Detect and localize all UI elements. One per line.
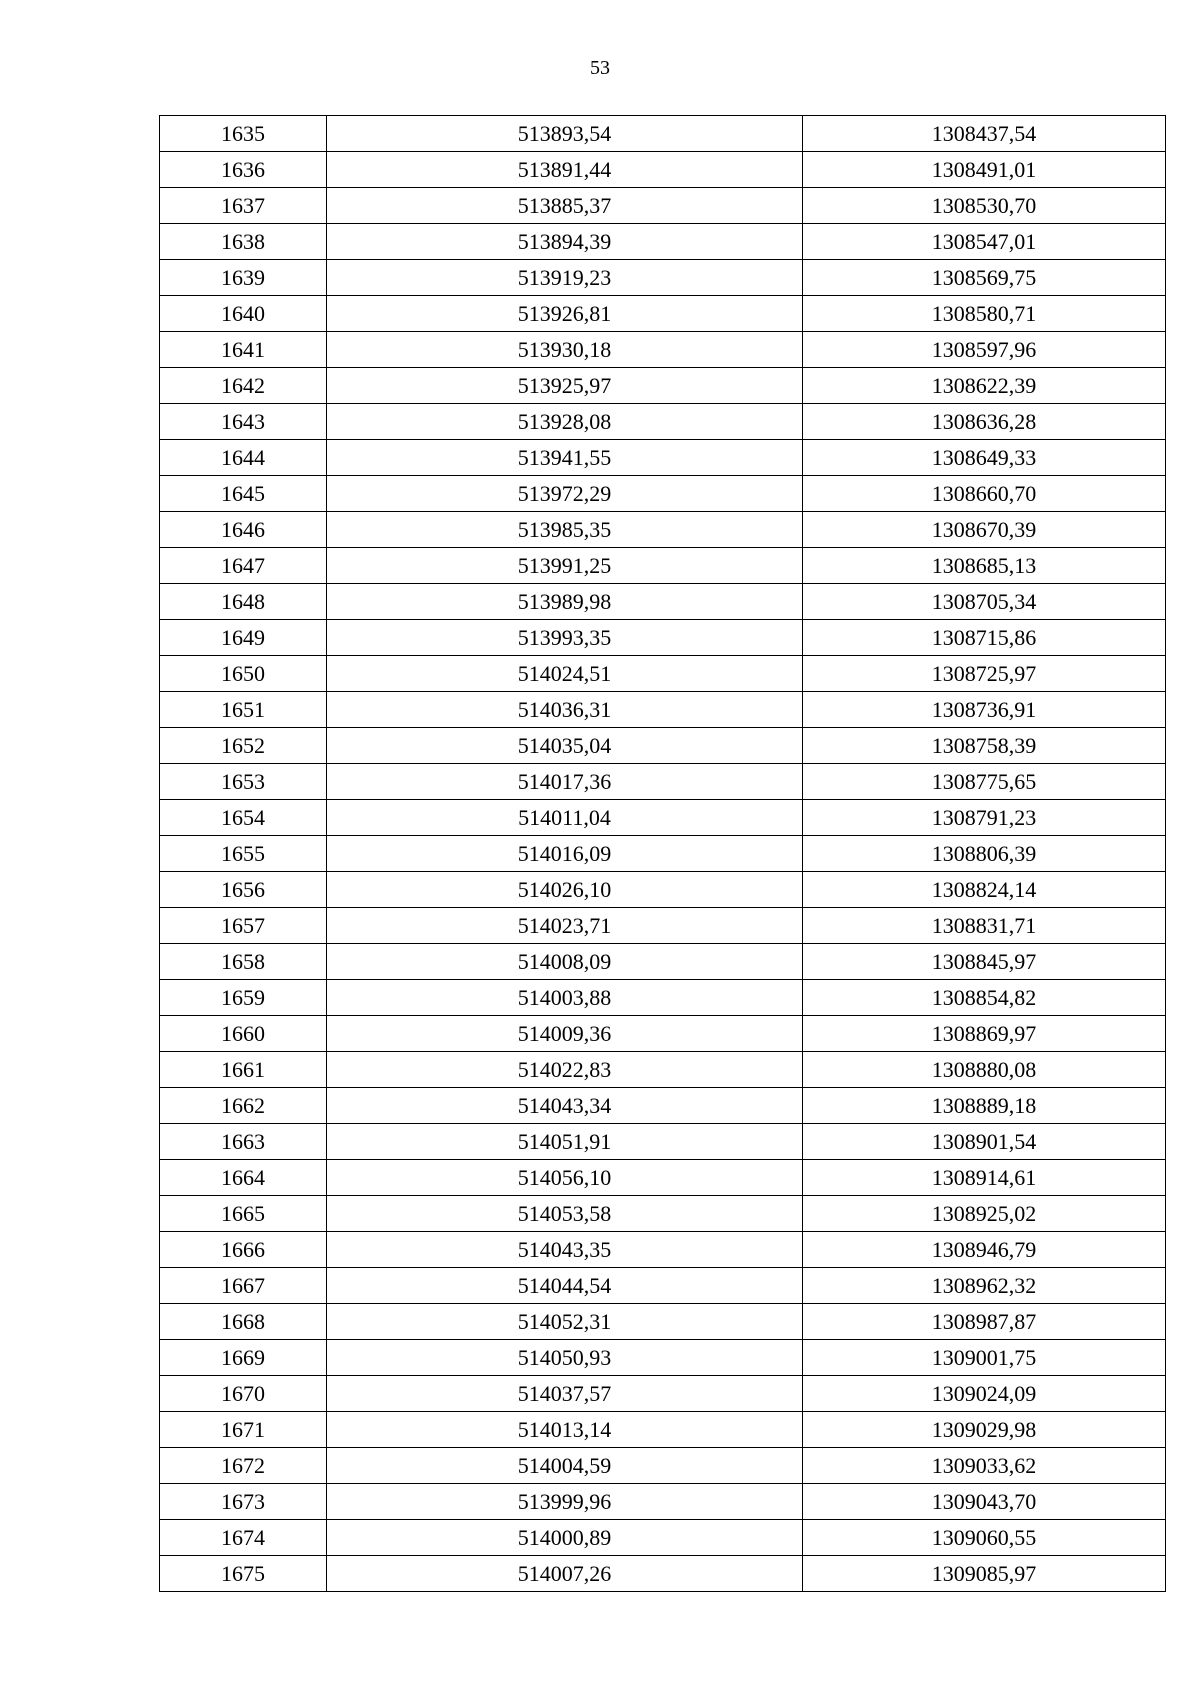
x-coordinate-cell: 513894,39 — [327, 224, 803, 260]
table-row — [160, 764, 1166, 800]
y-coordinate-cell: 1308845,97 — [803, 944, 1166, 980]
table-row — [160, 872, 1166, 908]
y-coordinate-cell: 1309029,98 — [803, 1412, 1166, 1448]
point-number-cell: 1663 — [160, 1124, 327, 1160]
x-coordinate-cell: 514024,51 — [327, 656, 803, 692]
x-coordinate-cell: 514026,10 — [327, 872, 803, 908]
point-number-cell: 1657 — [160, 908, 327, 944]
point-number-cell: 1660 — [160, 1016, 327, 1052]
y-coordinate-cell: 1308597,96 — [803, 332, 1166, 368]
x-coordinate-cell: 513893,54 — [327, 116, 803, 152]
coordinates-table-body — [160, 116, 1166, 1592]
x-coordinate-cell: 513991,25 — [327, 548, 803, 584]
y-coordinate-cell: 1308660,70 — [803, 476, 1166, 512]
table-row — [160, 1340, 1166, 1376]
point-number-cell: 1672 — [160, 1448, 327, 1484]
x-coordinate-cell: 514023,71 — [327, 908, 803, 944]
y-coordinate-cell: 1308831,71 — [803, 908, 1166, 944]
point-number-cell: 1667 — [160, 1268, 327, 1304]
table-row — [160, 188, 1166, 224]
x-coordinate-cell: 513928,08 — [327, 404, 803, 440]
y-coordinate-cell: 1308670,39 — [803, 512, 1166, 548]
table-row — [160, 332, 1166, 368]
y-coordinate-cell: 1308580,71 — [803, 296, 1166, 332]
point-number-cell: 1665 — [160, 1196, 327, 1232]
x-coordinate-cell: 513925,97 — [327, 368, 803, 404]
x-coordinate-cell: 514007,26 — [327, 1556, 803, 1592]
point-number-cell: 1638 — [160, 224, 327, 260]
x-coordinate-cell: 514051,91 — [327, 1124, 803, 1160]
y-coordinate-cell: 1308889,18 — [803, 1088, 1166, 1124]
y-coordinate-cell: 1308775,65 — [803, 764, 1166, 800]
table-row — [160, 296, 1166, 332]
y-coordinate-cell: 1308806,39 — [803, 836, 1166, 872]
x-coordinate-cell: 513972,29 — [327, 476, 803, 512]
x-coordinate-cell: 514036,31 — [327, 692, 803, 728]
point-number-cell: 1647 — [160, 548, 327, 584]
point-number-cell: 1656 — [160, 872, 327, 908]
x-coordinate-cell: 513926,81 — [327, 296, 803, 332]
table-row — [160, 116, 1166, 152]
x-coordinate-cell: 514050,93 — [327, 1340, 803, 1376]
table-row — [160, 224, 1166, 260]
point-number-cell: 1645 — [160, 476, 327, 512]
table-row — [160, 1232, 1166, 1268]
table-row — [160, 908, 1166, 944]
x-coordinate-cell: 514037,57 — [327, 1376, 803, 1412]
x-coordinate-cell: 514003,88 — [327, 980, 803, 1016]
y-coordinate-cell: 1308758,39 — [803, 728, 1166, 764]
table-row — [160, 1556, 1166, 1592]
y-coordinate-cell: 1309001,75 — [803, 1340, 1166, 1376]
point-number-cell: 1673 — [160, 1484, 327, 1520]
point-number-cell: 1659 — [160, 980, 327, 1016]
point-number-cell: 1646 — [160, 512, 327, 548]
table-row — [160, 1484, 1166, 1520]
table-row — [160, 836, 1166, 872]
table-row — [160, 260, 1166, 296]
point-number-cell: 1666 — [160, 1232, 327, 1268]
point-number-cell: 1662 — [160, 1088, 327, 1124]
x-coordinate-cell: 514013,14 — [327, 1412, 803, 1448]
y-coordinate-cell: 1309033,62 — [803, 1448, 1166, 1484]
table-row — [160, 620, 1166, 656]
y-coordinate-cell: 1309060,55 — [803, 1520, 1166, 1556]
x-coordinate-cell: 513919,23 — [327, 260, 803, 296]
table-row — [160, 800, 1166, 836]
y-coordinate-cell: 1308736,91 — [803, 692, 1166, 728]
x-coordinate-cell: 514043,35 — [327, 1232, 803, 1268]
y-coordinate-cell: 1308715,86 — [803, 620, 1166, 656]
point-number-cell: 1648 — [160, 584, 327, 620]
point-number-cell: 1652 — [160, 728, 327, 764]
x-coordinate-cell: 514011,04 — [327, 800, 803, 836]
page-number: 53 — [590, 57, 610, 79]
y-coordinate-cell: 1309043,70 — [803, 1484, 1166, 1520]
table-row — [160, 1448, 1166, 1484]
x-coordinate-cell: 513941,55 — [327, 440, 803, 476]
y-coordinate-cell: 1309024,09 — [803, 1376, 1166, 1412]
coordinates-table — [159, 115, 1166, 1592]
y-coordinate-cell: 1308824,14 — [803, 872, 1166, 908]
y-coordinate-cell: 1308725,97 — [803, 656, 1166, 692]
y-coordinate-cell: 1309085,97 — [803, 1556, 1166, 1592]
table-row — [160, 692, 1166, 728]
x-coordinate-cell: 514052,31 — [327, 1304, 803, 1340]
point-number-cell: 1661 — [160, 1052, 327, 1088]
x-coordinate-cell: 513930,18 — [327, 332, 803, 368]
y-coordinate-cell: 1308491,01 — [803, 152, 1166, 188]
point-number-cell: 1640 — [160, 296, 327, 332]
point-number-cell: 1658 — [160, 944, 327, 980]
y-coordinate-cell: 1308869,97 — [803, 1016, 1166, 1052]
table-row — [160, 944, 1166, 980]
point-number-cell: 1641 — [160, 332, 327, 368]
y-coordinate-cell: 1308914,61 — [803, 1160, 1166, 1196]
x-coordinate-cell: 514016,09 — [327, 836, 803, 872]
table-row — [160, 1520, 1166, 1556]
point-number-cell: 1644 — [160, 440, 327, 476]
y-coordinate-cell: 1308987,87 — [803, 1304, 1166, 1340]
point-number-cell: 1669 — [160, 1340, 327, 1376]
y-coordinate-cell: 1308569,75 — [803, 260, 1166, 296]
table-row — [160, 1376, 1166, 1412]
table-row — [160, 1196, 1166, 1232]
table-row — [160, 440, 1166, 476]
y-coordinate-cell: 1308437,54 — [803, 116, 1166, 152]
point-number-cell: 1639 — [160, 260, 327, 296]
y-coordinate-cell: 1308880,08 — [803, 1052, 1166, 1088]
table-row — [160, 512, 1166, 548]
y-coordinate-cell: 1308925,02 — [803, 1196, 1166, 1232]
table-row — [160, 1124, 1166, 1160]
x-coordinate-cell: 514053,58 — [327, 1196, 803, 1232]
point-number-cell: 1655 — [160, 836, 327, 872]
y-coordinate-cell: 1308636,28 — [803, 404, 1166, 440]
table-row — [160, 404, 1166, 440]
x-coordinate-cell: 513985,35 — [327, 512, 803, 548]
table-row — [160, 1160, 1166, 1196]
x-coordinate-cell: 514035,04 — [327, 728, 803, 764]
table-row — [160, 1304, 1166, 1340]
x-coordinate-cell: 514044,54 — [327, 1268, 803, 1304]
y-coordinate-cell: 1308854,82 — [803, 980, 1166, 1016]
y-coordinate-cell: 1308622,39 — [803, 368, 1166, 404]
point-number-cell: 1664 — [160, 1160, 327, 1196]
point-number-cell: 1637 — [160, 188, 327, 224]
y-coordinate-cell: 1308547,01 — [803, 224, 1166, 260]
point-number-cell: 1675 — [160, 1556, 327, 1592]
table-row — [160, 548, 1166, 584]
x-coordinate-cell: 514009,36 — [327, 1016, 803, 1052]
x-coordinate-cell: 513891,44 — [327, 152, 803, 188]
x-coordinate-cell: 513993,35 — [327, 620, 803, 656]
y-coordinate-cell: 1308946,79 — [803, 1232, 1166, 1268]
table-row — [160, 476, 1166, 512]
x-coordinate-cell: 513885,37 — [327, 188, 803, 224]
y-coordinate-cell: 1308791,23 — [803, 800, 1166, 836]
table-row — [160, 728, 1166, 764]
point-number-cell: 1636 — [160, 152, 327, 188]
table-row — [160, 980, 1166, 1016]
y-coordinate-cell: 1308962,32 — [803, 1268, 1166, 1304]
x-coordinate-cell: 514004,59 — [327, 1448, 803, 1484]
x-coordinate-cell: 513989,98 — [327, 584, 803, 620]
table-row — [160, 584, 1166, 620]
table-row — [160, 1088, 1166, 1124]
y-coordinate-cell: 1308685,13 — [803, 548, 1166, 584]
point-number-cell: 1670 — [160, 1376, 327, 1412]
x-coordinate-cell: 514022,83 — [327, 1052, 803, 1088]
x-coordinate-cell: 514000,89 — [327, 1520, 803, 1556]
y-coordinate-cell: 1308705,34 — [803, 584, 1166, 620]
table-row — [160, 1052, 1166, 1088]
table-row — [160, 1016, 1166, 1052]
table-row — [160, 1268, 1166, 1304]
y-coordinate-cell: 1308649,33 — [803, 440, 1166, 476]
point-number-cell: 1635 — [160, 116, 327, 152]
point-number-cell: 1674 — [160, 1520, 327, 1556]
x-coordinate-cell: 514017,36 — [327, 764, 803, 800]
y-coordinate-cell: 1308530,70 — [803, 188, 1166, 224]
point-number-cell: 1668 — [160, 1304, 327, 1340]
y-coordinate-cell: 1308901,54 — [803, 1124, 1166, 1160]
x-coordinate-cell: 513999,96 — [327, 1484, 803, 1520]
point-number-cell: 1650 — [160, 656, 327, 692]
point-number-cell: 1649 — [160, 620, 327, 656]
point-number-cell: 1671 — [160, 1412, 327, 1448]
point-number-cell: 1654 — [160, 800, 327, 836]
point-number-cell: 1643 — [160, 404, 327, 440]
x-coordinate-cell: 514043,34 — [327, 1088, 803, 1124]
point-number-cell: 1653 — [160, 764, 327, 800]
table-row — [160, 656, 1166, 692]
point-number-cell: 1642 — [160, 368, 327, 404]
table-row — [160, 152, 1166, 188]
table-row — [160, 1412, 1166, 1448]
point-number-cell: 1651 — [160, 692, 327, 728]
x-coordinate-cell: 514008,09 — [327, 944, 803, 980]
x-coordinate-cell: 514056,10 — [327, 1160, 803, 1196]
table-row — [160, 368, 1166, 404]
